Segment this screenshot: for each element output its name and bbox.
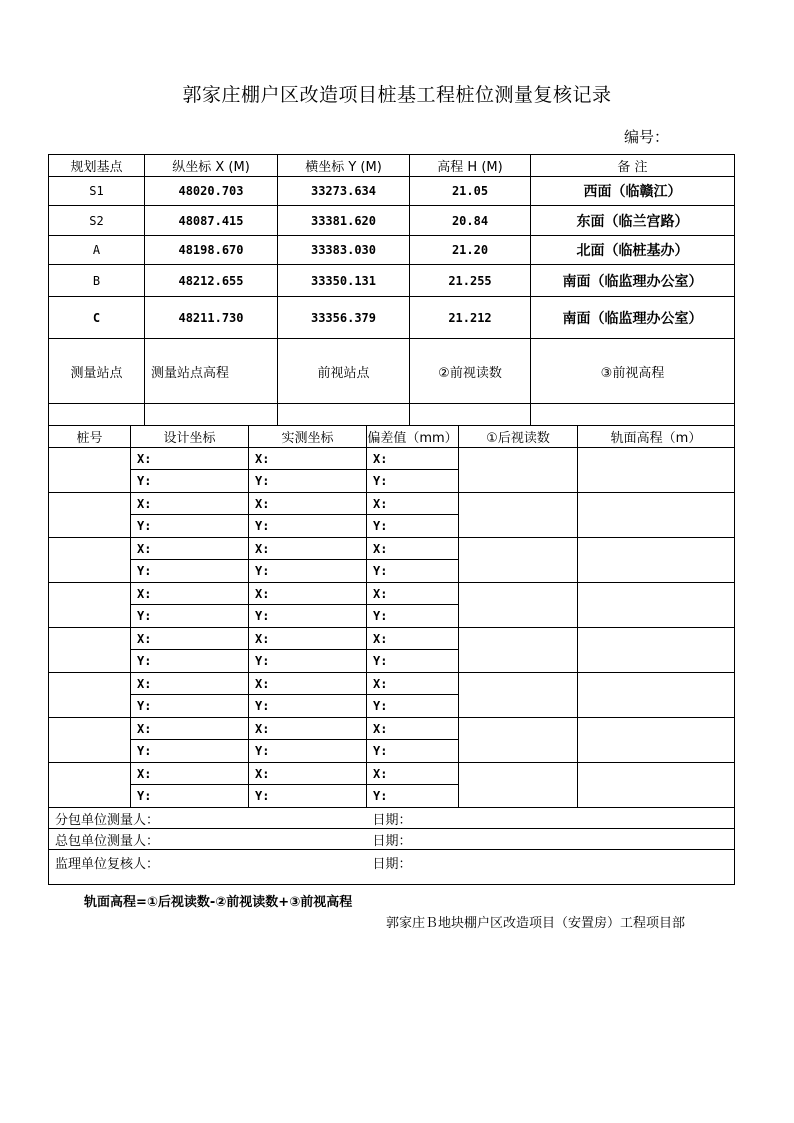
x-label: X: [373,451,388,466]
y-label: Y: [373,654,388,668]
pile-number-cell[interactable] [49,448,131,493]
y-label: Y: [255,699,270,713]
station-entry-row [49,404,735,426]
deviation-y-cell[interactable] [367,470,459,493]
measured-x-cell[interactable] [249,538,367,560]
pile-row [49,448,735,470]
table-row [49,265,735,297]
pile-number-cell[interactable] [49,538,131,583]
y-label: Y: [137,519,152,533]
base-point-name: B [49,265,145,297]
h-value: 21.05 [410,177,531,206]
serial-number-label: 编号： [624,128,670,146]
table-row [49,236,735,265]
station-input-cell[interactable] [49,404,145,426]
header-design-coord: 设计坐标 [131,426,249,448]
general-measurer-label: 总包单位测量人： [49,829,367,850]
backsight-reading-cell[interactable] [459,583,578,628]
x-label: X: [255,496,270,511]
deviation-y-cell[interactable] [367,650,459,673]
design-x-cell[interactable] [131,583,249,605]
design-x-cell[interactable] [131,763,249,785]
x-label: X: [373,766,388,781]
x-label: X: [255,541,270,556]
pile-measurement-table [48,425,735,885]
header-foresight-station: 前视站点 [278,339,410,404]
project-department-footer: 郭家庄Ｂ地块棚户区改造项目（安置房）工程项目部 [386,916,686,931]
x-label: X: [255,451,270,466]
y-label: Y: [137,609,152,623]
base-point-name: S1 [49,177,145,206]
design-x-cell[interactable] [131,493,249,515]
x-label: X: [137,586,152,601]
measured-y-cell[interactable] [249,470,367,493]
backsight-reading-cell[interactable] [459,448,578,493]
sub-measurer-date-label: 日期： [367,808,735,829]
y-value: 33381.620 [278,206,410,236]
x-label: X: [255,721,270,736]
pile-number-cell[interactable] [49,493,131,538]
document-title: 郭家庄棚户区改造项目桩基工程桩位测量复核记录 [182,84,612,106]
remark-value: 西面（临赣江） [531,177,735,206]
deviation-y-cell[interactable] [367,695,459,718]
pile-row [49,763,735,785]
y-label: Y: [255,609,270,623]
deviation-x-cell[interactable] [367,493,459,515]
remark-value: 南面（临监理办公室） [531,265,735,297]
y-label: Y: [373,474,388,488]
y-value: 33383.030 [278,236,410,265]
y-label: Y: [373,519,388,533]
y-label: Y: [137,699,152,713]
design-x-cell[interactable] [131,628,249,650]
x-label: X: [373,676,388,691]
deviation-x-cell[interactable] [367,763,459,785]
station-elevation-input-cell[interactable] [145,404,278,426]
rail-elevation-cell[interactable] [578,448,735,493]
rail-elevation-cell[interactable] [578,583,735,628]
measured-y-cell[interactable] [249,605,367,628]
rail-elevation-cell[interactable] [578,538,735,583]
y-label: Y: [137,744,152,758]
table-row [49,297,735,339]
header-x-coord: 纵坐标 X (M) [145,155,278,177]
deviation-y-cell[interactable] [367,560,459,583]
table-row [49,177,735,206]
y-label: Y: [373,699,388,713]
measured-x-cell[interactable] [249,448,367,470]
pile-number-cell[interactable] [49,583,131,628]
design-y-cell[interactable] [131,470,249,493]
pile-row [49,493,735,515]
x-value: 48211.730 [145,297,278,339]
x-label: X: [137,631,152,646]
header-rail-elevation: 轨面高程（m） [578,426,735,448]
header-elevation: 高程 H (M) [410,155,531,177]
backsight-reading-cell[interactable] [459,763,578,808]
y-label: Y: [255,519,270,533]
sub-measurer-label: 分包单位测量人： [49,808,367,829]
y-label: Y: [137,654,152,668]
rail-elevation-cell[interactable] [578,763,735,808]
y-label: Y: [137,564,152,578]
y-label: Y: [255,744,270,758]
measured-y-cell[interactable] [249,515,367,538]
pile-row [49,718,735,740]
pile-number-cell[interactable] [49,718,131,763]
design-x-cell[interactable] [131,673,249,695]
x-label: X: [137,496,152,511]
measured-x-cell[interactable] [249,583,367,605]
deviation-x-cell[interactable] [367,538,459,560]
measured-y-cell[interactable] [249,785,367,808]
x-label: X: [137,541,152,556]
header-pile-no: 桩号 [49,426,131,448]
y-label: Y: [255,654,270,668]
x-label: X: [255,586,270,601]
h-value: 21.255 [410,265,531,297]
x-label: X: [373,631,388,646]
deviation-x-cell[interactable] [367,448,459,470]
foresight-reading-input-cell[interactable] [410,404,531,426]
base-point-name: A [49,236,145,265]
x-label: X: [373,541,388,556]
rail-elevation-cell[interactable] [578,493,735,538]
header-station: 测量站点 [49,339,145,404]
x-value: 48087.415 [145,206,278,236]
pile-row [49,628,735,650]
x-value: 48198.670 [145,236,278,265]
rail-elevation-formula: 轨面高程=①后视读数-②前视读数+③前视高程 [84,895,353,910]
y-label: Y: [255,474,270,488]
y-label: Y: [255,789,270,803]
header-measured-coord: 实测坐标 [249,426,367,448]
deviation-x-cell[interactable] [367,628,459,650]
h-value: 20.84 [410,206,531,236]
measured-y-cell[interactable] [249,695,367,718]
measured-x-cell[interactable] [249,673,367,695]
header-deviation: 偏差值（mm） [367,426,459,448]
station-header-row [49,339,735,404]
design-y-cell[interactable] [131,560,249,583]
pile-number-cell[interactable] [49,763,131,808]
y-label: Y: [137,789,152,803]
measured-x-cell[interactable] [249,763,367,785]
base-point-table [48,154,735,426]
y-value: 33350.131 [278,265,410,297]
measured-y-cell[interactable] [249,560,367,583]
deviation-x-cell[interactable] [367,718,459,740]
rail-elevation-cell[interactable] [578,673,735,718]
backsight-reading-cell[interactable] [459,493,578,538]
base-point-name: C [49,297,145,339]
supervisor-date-label: 日期： [367,850,735,885]
rail-elevation-cell[interactable] [578,718,735,763]
measured-y-cell[interactable] [249,740,367,763]
design-y-cell[interactable] [131,605,249,628]
remark-value: 南面（临监理办公室） [531,297,735,339]
x-label: X: [373,721,388,736]
x-label: X: [137,766,152,781]
header-base-point: 规划基点 [49,155,145,177]
measured-x-cell[interactable] [249,628,367,650]
header-remark: 备 注 [531,155,735,177]
x-label: X: [137,676,152,691]
design-y-cell[interactable] [131,515,249,538]
pile-row [49,673,735,695]
design-y-cell[interactable] [131,695,249,718]
supervisor-label: 监理单位复核人： [49,850,367,885]
pile-row [49,583,735,605]
h-value: 21.20 [410,236,531,265]
pile-row [49,538,735,560]
header-backsight-reading: ①后视读数 [459,426,578,448]
backsight-reading-cell[interactable] [459,538,578,583]
pile-number-cell[interactable] [49,673,131,718]
y-label: Y: [373,609,388,623]
y-label: Y: [373,789,388,803]
foresight-station-input-cell[interactable] [278,404,410,426]
design-x-cell[interactable] [131,718,249,740]
x-label: X: [255,766,270,781]
deviation-y-cell[interactable] [367,785,459,808]
remark-value: 东面（临兰宫路） [531,206,735,236]
x-label: X: [255,631,270,646]
x-label: X: [373,496,388,511]
y-value: 33273.634 [278,177,410,206]
design-x-cell[interactable] [131,448,249,470]
deviation-y-cell[interactable] [367,515,459,538]
x-label: X: [255,676,270,691]
foresight-elevation-input-cell[interactable] [531,404,735,426]
y-label: Y: [255,564,270,578]
header-foresight-elevation: ③前视高程 [531,339,735,404]
x-value: 48020.703 [145,177,278,206]
measured-x-cell[interactable] [249,493,367,515]
design-y-cell[interactable] [131,740,249,763]
rail-elevation-cell[interactable] [578,628,735,673]
measured-y-cell[interactable] [249,650,367,673]
header-foresight-reading: ②前视读数 [410,339,531,404]
y-label: Y: [137,474,152,488]
y-label: Y: [373,744,388,758]
design-x-cell[interactable] [131,538,249,560]
backsight-reading-cell[interactable] [459,673,578,718]
x-label: X: [137,721,152,736]
y-label: Y: [373,564,388,578]
design-y-cell[interactable] [131,785,249,808]
x-value: 48212.655 [145,265,278,297]
header-station-elevation: 测量站点高程 [145,339,278,404]
general-measurer-date-label: 日期： [367,829,735,850]
y-value: 33356.379 [278,297,410,339]
deviation-y-cell[interactable] [367,605,459,628]
deviation-x-cell[interactable] [367,583,459,605]
measured-x-cell[interactable] [249,718,367,740]
base-point-name: S2 [49,206,145,236]
table-row [49,206,735,236]
remark-value: 北面（临桩基办） [531,236,735,265]
pile-number-cell[interactable] [49,628,131,673]
h-value: 21.212 [410,297,531,339]
x-label: X: [137,451,152,466]
deviation-x-cell[interactable] [367,673,459,695]
design-y-cell[interactable] [131,650,249,673]
header-y-coord: 横坐标 Y (M) [278,155,410,177]
x-label: X: [373,586,388,601]
backsight-reading-cell[interactable] [459,628,578,673]
backsight-reading-cell[interactable] [459,718,578,763]
deviation-y-cell[interactable] [367,740,459,763]
